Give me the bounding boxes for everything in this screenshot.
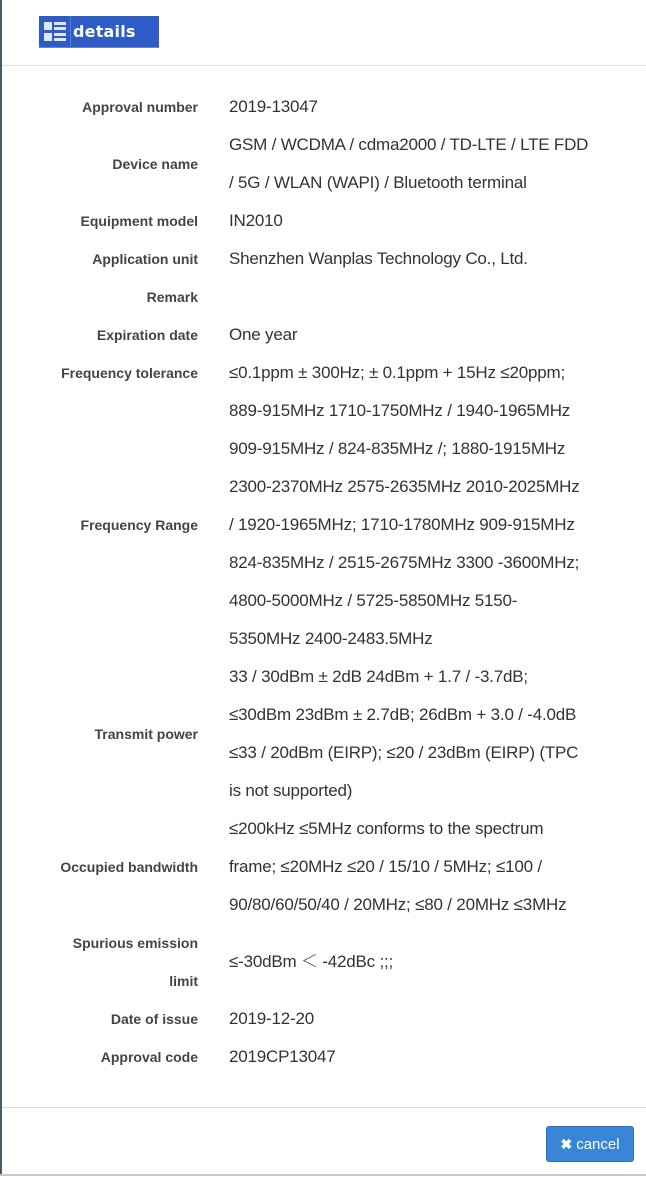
detail-label-line: limit — [169, 973, 198, 989]
detail-value-line: 4800-5000MHz / 5725-5850MHz 5150- — [229, 591, 518, 610]
detail-label — [2, 517, 198, 533]
detail-value-line: 33 / 30dBm ± 2dB 24dBm + 1.7 / -3.7dB; — [229, 667, 528, 686]
detail-value-line: Shenzhen Wanplas Technology Co., Ltd. — [229, 249, 528, 268]
cancel-button-label: cancel — [576, 1135, 620, 1153]
detail-label-line: Device name — [112, 156, 198, 172]
detail-label — [2, 1011, 198, 1027]
detail-row — [2, 924, 646, 1000]
detail-label-line: Spurious emission — [72, 935, 198, 951]
detail-value-line: ≤0.1ppm ± 300Hz; ± 0.1ppm + 15Hz ≤20ppm; — [229, 363, 565, 382]
detail-row — [2, 354, 646, 392]
detail-label-line: Equipment model — [80, 213, 198, 229]
detail-value-line: 909-915MHz / 824-835MHz /; 1880-1915MHz — [229, 439, 566, 458]
detail-value — [229, 392, 609, 658]
detail-label — [2, 365, 198, 381]
detail-value-line: 2019CP13047 — [229, 1047, 336, 1066]
detail-value-line: is not supported) — [229, 781, 353, 800]
detail-row — [2, 88, 646, 126]
cancel-button[interactable] — [546, 1126, 634, 1162]
detail-value — [229, 354, 609, 392]
detail-label — [2, 289, 198, 305]
detail-label — [2, 924, 198, 1000]
detail-value-line: ≤-30dBm ＜ -42dBc ;;; — [229, 952, 394, 971]
detail-value-line — [229, 278, 609, 316]
detail-value-line: 90/80/60/50/40 / 20MHz; ≤80 / 20MHz ≤3MHz — [229, 895, 567, 914]
detail-value-line: 2019-12-20 — [229, 1009, 314, 1028]
detail-label-line: Date of issue — [110, 1011, 198, 1027]
detail-value-line: / 5G / WLAN (WAPI) / Bluetooth terminal — [229, 173, 527, 192]
detail-label — [2, 251, 198, 267]
detail-label-line: Remark — [146, 289, 198, 305]
detail-row — [2, 316, 646, 354]
detail-value-line: frame; ≤20MHz ≤20 / 15/10 / 5MHz; ≤100 / — [229, 857, 542, 876]
detail-row — [2, 810, 646, 924]
detail-label-line: Approval code — [100, 1049, 198, 1065]
detail-label — [2, 1049, 198, 1065]
detail-value-line: ≤30dBm 23dBm ± 2.7dB; 26dBm + 3.0 / -4.0dB — [229, 705, 577, 724]
detail-value — [229, 126, 609, 202]
detail-label-line: Frequency Range — [80, 517, 198, 533]
detail-label-line: Occupied bandwidth — [60, 859, 198, 875]
detail-value-line: One year — [229, 325, 298, 344]
detail-label — [2, 156, 198, 172]
detail-label — [2, 327, 198, 343]
detail-row — [2, 1000, 646, 1038]
detail-value — [229, 810, 609, 924]
detail-value-line: 889-915MHz 1710-1750MHz / 1940-1965MHz — [229, 401, 571, 420]
detail-label — [2, 859, 198, 875]
detail-value-line: 2300-2370MHz 2575-2635MHz 2010-2025MHz — [229, 477, 580, 496]
detail-row — [2, 658, 646, 810]
detail-label-line: Frequency tolerance — [61, 365, 198, 381]
detail-label — [2, 213, 198, 229]
detail-value-line: 824-835MHz / 2515-2675MHz 3300 -3600MHz; — [229, 553, 580, 572]
detail-value — [229, 1038, 609, 1076]
detail-value — [229, 278, 609, 316]
modal-header — [2, 0, 646, 66]
detail-value-line: 5350MHz 2400-2483.5MHz — [229, 629, 433, 648]
detail-label-line: Application unit — [92, 251, 198, 267]
list-details-icon — [39, 16, 71, 48]
detail-value — [229, 316, 609, 354]
detail-value — [229, 1000, 609, 1038]
detail-row — [2, 392, 646, 658]
modal-title-badge — [39, 16, 159, 48]
detail-label-line: Transmit power — [94, 726, 198, 742]
detail-value-line: / 1920-1965MHz; 1710-1780MHz 909-915MHz — [229, 515, 575, 534]
detail-row — [2, 240, 646, 278]
detail-label — [2, 99, 198, 115]
detail-value — [229, 240, 609, 278]
details-modal — [2, 0, 646, 1176]
detail-row — [2, 278, 646, 316]
details-list — [2, 66, 646, 1076]
close-icon: ✖ — [560, 1135, 573, 1152]
detail-label-line: Expiration date — [96, 327, 198, 343]
detail-label-line: Approval number — [82, 99, 198, 115]
detail-value-line: 2019-13047 — [229, 97, 318, 116]
detail-value-line: GSM / WCDMA / cdma2000 / TD-LTE / LTE FDD — [229, 135, 589, 154]
detail-value — [229, 88, 609, 126]
detail-value — [229, 202, 609, 240]
detail-row — [2, 202, 646, 240]
modal-footer — [2, 1107, 646, 1177]
detail-value-line: ≤33 / 20dBm (EIRP); ≤20 / 23dBm (EIRP) (TPC — [229, 743, 579, 762]
detail-label — [2, 726, 198, 742]
detail-row — [2, 1038, 646, 1076]
detail-value — [229, 924, 609, 1000]
detail-value — [229, 658, 609, 810]
modal-title: details — [73, 22, 136, 41]
detail-row — [2, 126, 646, 202]
detail-value-line: ≤200kHz ≤5MHz conforms to the spectrum — [229, 819, 544, 838]
detail-value-line: IN2010 — [229, 211, 283, 230]
